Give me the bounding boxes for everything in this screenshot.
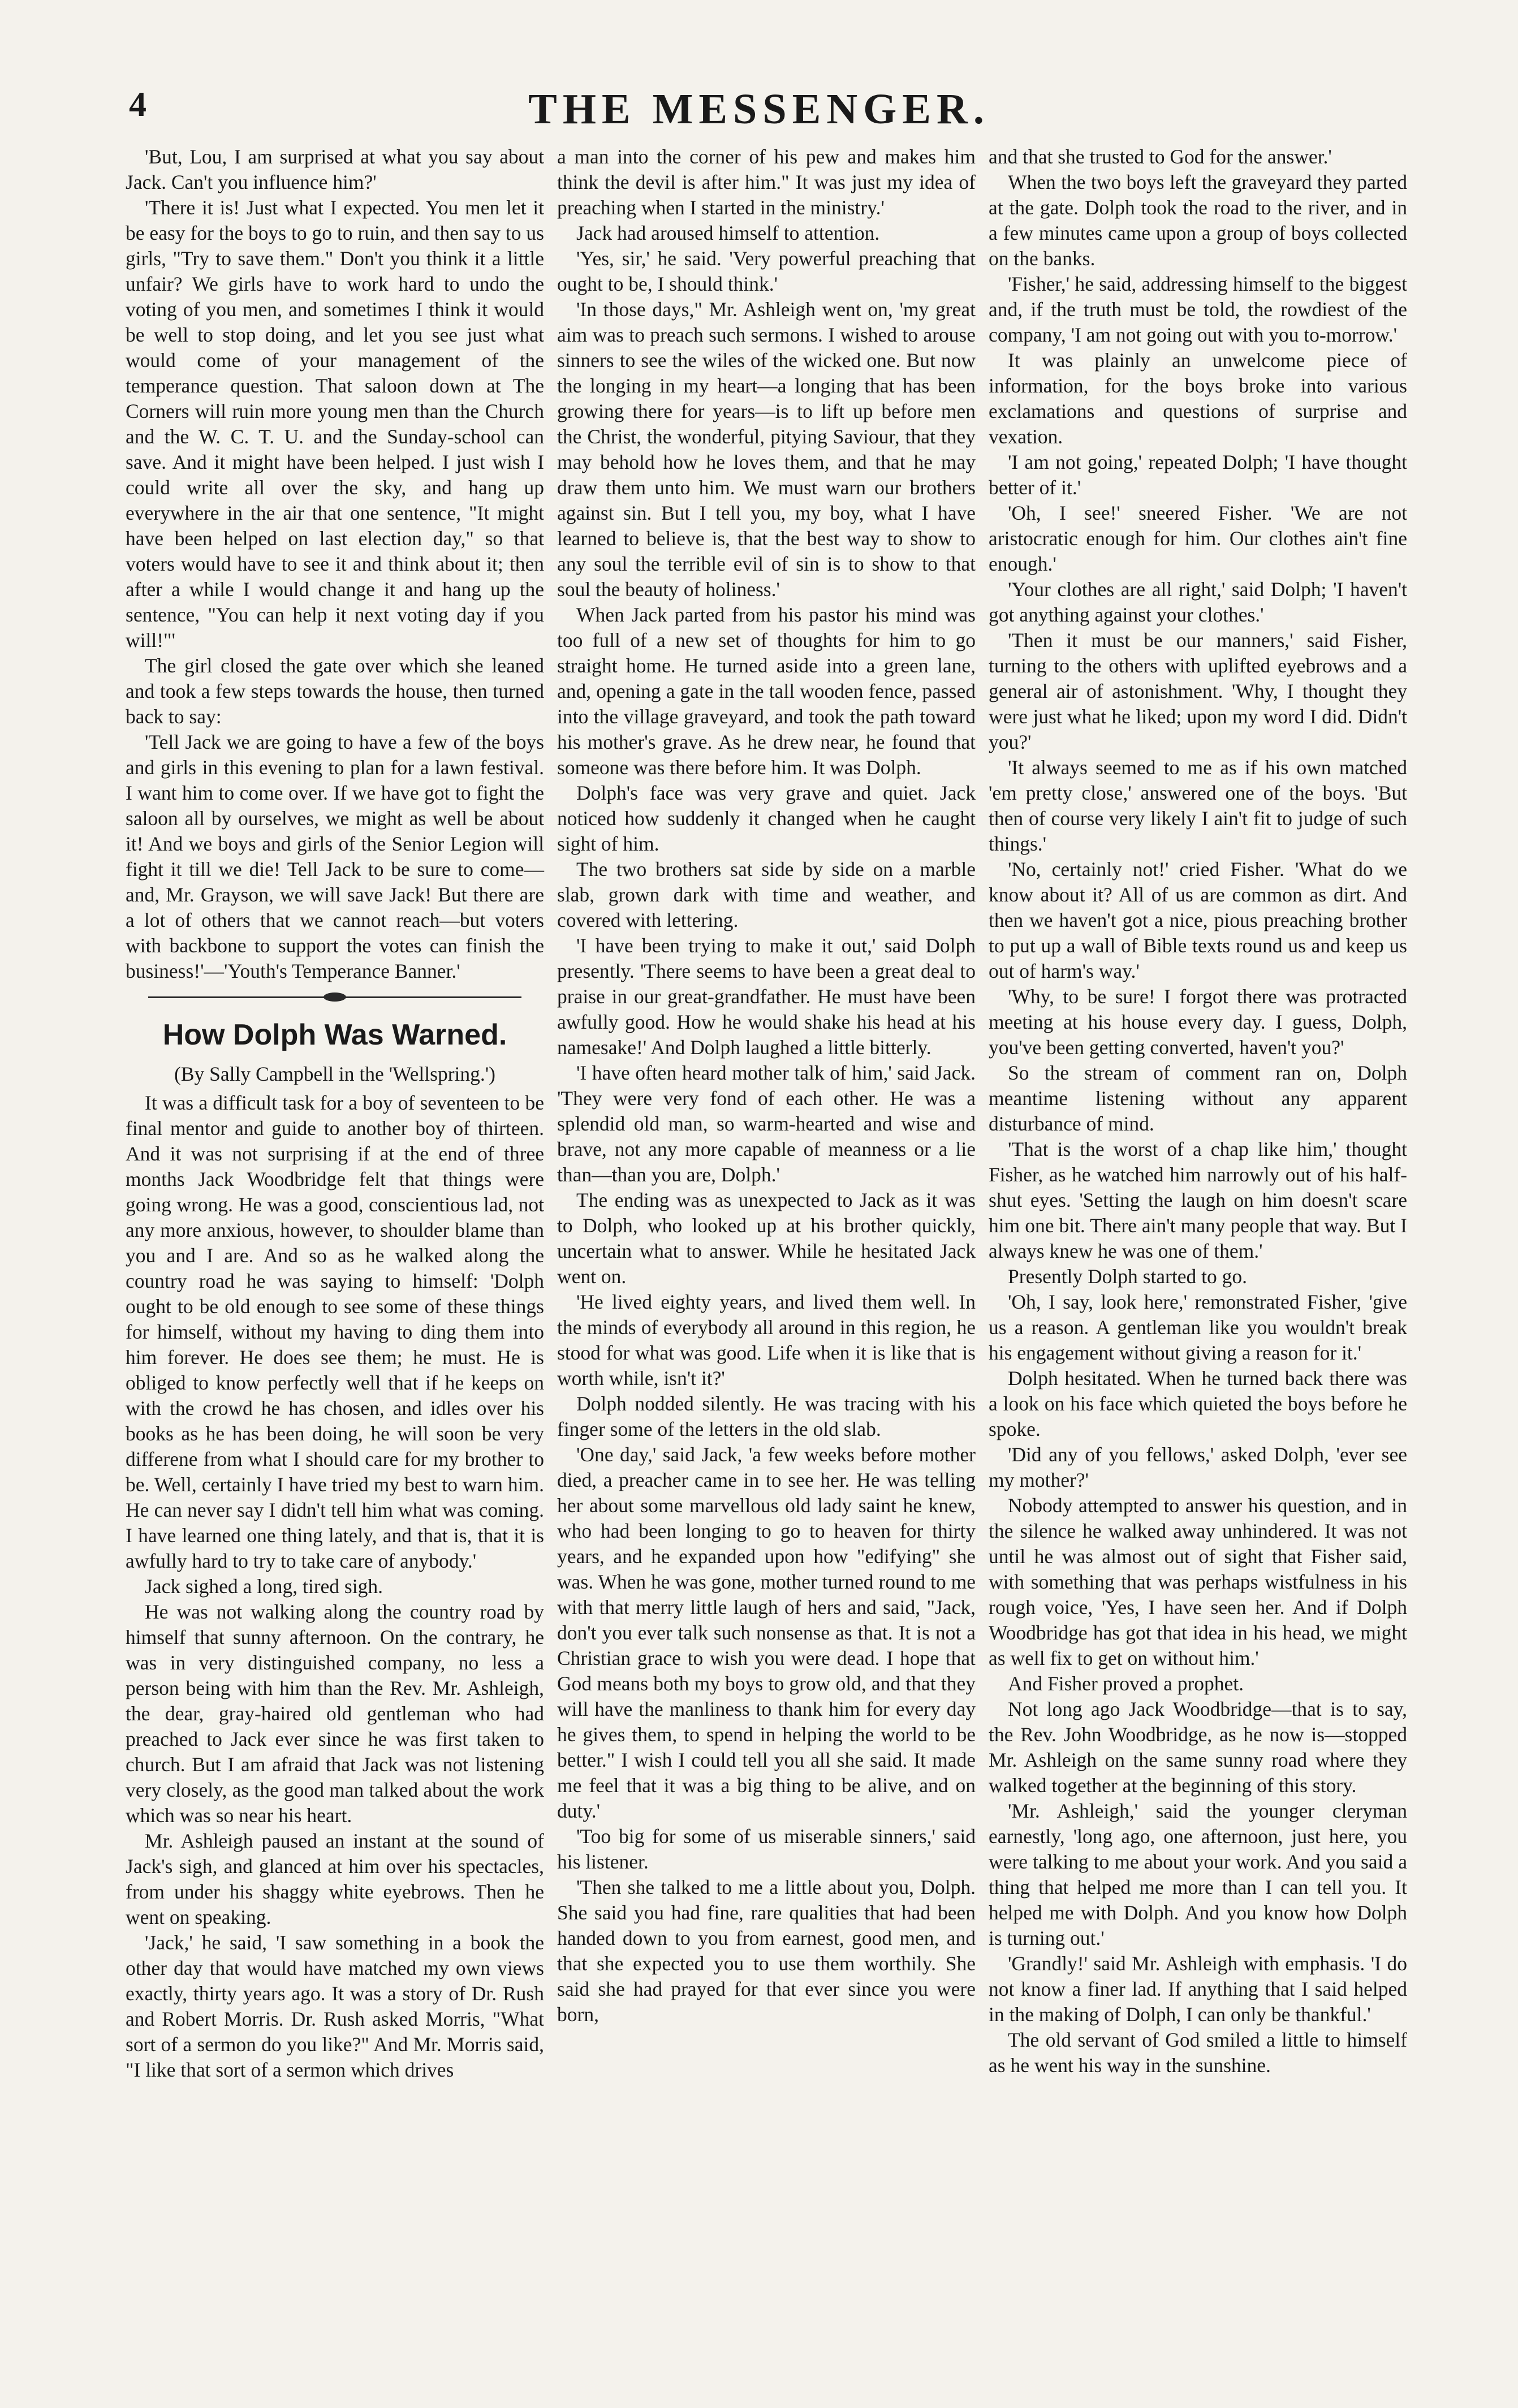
paragraph: a man into the corner of his pew and makes him think the devil is after him." It was just my idea of preaching when I started in the ministry.'	[557, 145, 976, 219]
paragraph: When Jack parted from his pastor his mind was too full of a new set of thoughts for him to go straight home. He turned aside into a green lane, and, opening a gate in the tall wooden fence, passed into the village graveyard, and took the path toward his mother's grave. As he drew near, he found that someone was there before him. It was Dolph.	[557, 603, 976, 779]
paragraph: Dolph hesitated. When he turned back there was a look on his face which quieted the boys before he spoke.	[989, 1367, 1407, 1440]
paragraph: 'Too big for some of us miserable sinners,' said his listener.	[557, 1825, 976, 1873]
paragraph: 'Oh, I say, look here,' remonstrated Fisher, 'give us a reason. A gentleman like you wouldn't break his engagement without giving a reason for it.'	[989, 1291, 1407, 1364]
paragraph: 'Jack,' he said, 'I saw something in a book the other day that would have matched my own views exactly, thirty years ago. It was a story of Dr. Rush and Robert Morris. Dr. Rush asked Morris, "What sort of a sermon do you like?" And Mr. Morris said, "I like that sort of a sermon which drives	[126, 1931, 544, 2081]
article-headline: How Dolph Was Warned.	[162, 1019, 507, 1051]
paragraph: Nobody attempted to answer his question, and in the silence he walked away unhindered. It was not until he was almost out of sight that Fisher said, with something that was perhaps wistfulness in his rough voice, 'Yes, I have seen her. And if Dolph Woodbridge has got that idea in his head, we might as well fix to get on without him.'	[989, 1494, 1407, 1669]
masthead-title: THE MESSENGER.	[528, 85, 990, 133]
column-3	[989, 144, 1407, 2398]
paragraph: Dolph's face was very grave and quiet. Jack noticed how suddenly it changed when he caught sight of him.	[557, 782, 976, 855]
paragraph: The old servant of God smiled a little to himself as he went his way in the sunshine.	[989, 2029, 1407, 2077]
paragraph: Jack had aroused himself to attention.	[576, 222, 880, 244]
article-byline: (By Sally Campbell in the 'Wellspring.')	[174, 1063, 495, 1085]
paragraph: 'Mr. Ashleigh,' said the younger cleryman earnestly, 'long ago, one afternoon, just here, you were talking to me about your work. And you said a thing that helped me more than I can tell you. It helped me with Dolph. And you know how Dolph is turning out.'	[989, 1799, 1407, 1949]
paragraph: 'It always seemed to me as if his own matched 'em pretty close,' answered one of the boys. 'But then of course very likely I ain't fit to judge of such things.'	[989, 756, 1407, 855]
paragraph: 'Tell Jack we are going to have a few of the boys and girls in this evening to plan for a lawn festival. I want him to come over. If we have got to fight the saloon all by ourselves, we might as well be about it! And we boys and girls of the Senior Legion will fight it till we die! Tell Jack to be sure to come—and, Mr. Grayson, we will save Jack! But there are a lot of others that we cannot reach—but voters with backbone to support the votes can finish the business!'—'Youth's Temperance Banner.'	[126, 731, 544, 982]
paragraph: 'He lived eighty years, and lived them well. In the minds of everybody all around in this region, he stood for what was good. Life when it is like that is worth while, isn't it?'	[557, 1291, 976, 1389]
column-1	[126, 144, 544, 2398]
section-divider	[148, 996, 521, 998]
paragraph: Jack sighed a long, tired sigh.	[145, 1575, 383, 1598]
paragraph: and that she trusted to God for the answer.'	[989, 145, 1332, 168]
paragraph: 'There it is! Just what I expected. You men let it be easy for the boys to go to ruin, and then say to us girls, "Try to save them." Don't you think it a little unfair? We girls have to work hard to undo the voting of you men, and sometimes I think it would be well to stop doing, and let you see just what would come of your management of the temperance question. That saloon down at The Corners will ruin more young men than the Church and the W. C. T. U. and the Sunday-school can save. And it might have been helped. I just wish I could write all over the sky, and hang up everywhere in the air that one sentence, "It might have been helped on last election day," so that voters would have to see it and think about it; then after a while I would change it and hang up the sentence, "You can help it next voting day if you will!"'	[126, 196, 544, 651]
paragraph: The girl closed the gate over which she leaned and took a few steps towards the house, then turned back to say:	[126, 654, 544, 728]
paragraph: Not long ago Jack Woodbridge—that is to say, the Rev. John Woodbridge, as he now is—stopped Mr. Ashleigh on the same sunny road where they walked together at the beginning of this story.	[989, 1698, 1407, 1797]
paragraph: Mr. Ashleigh paused an instant at the sound of Jack's sigh, and glanced at him over his spectacles, from under his shaggy white eyebrows. Then he went on speaking.	[126, 1829, 544, 1928]
paragraph: When the two boys left the graveyard they parted at the gate. Dolph took the road to the river, and in a few minutes came upon a group of boys collected on the banks.	[989, 171, 1407, 270]
paragraph: 'Did any of you fellows,' asked Dolph, 'ever see my mother?'	[989, 1443, 1407, 1491]
paragraph: The ending was as unexpected to Jack as it was to Dolph, who looked up at his brother quickly, uncertain what to answer. While he hesitated Jack went on.	[557, 1189, 976, 1288]
paragraph: 'I have often heard mother talk of him,' said Jack. 'They were very fond of each other. He was a splendid old man, so warm-hearted and wise and brave, not any more capable of meanness or a lie than—than you are, Dolph.'	[557, 1061, 976, 1186]
paragraph: 'But, Lou, I am surprised at what you say about Jack. Can't you influence him?'	[126, 145, 544, 193]
paragraph: It was plainly an unwelcome piece of information, for the boys broke into various exclamations and questions of surprise and vexation.	[989, 349, 1407, 448]
paragraph: And Fisher proved a prophet.	[1008, 1672, 1244, 1695]
paragraph: Dolph nodded silently. He was tracing with his finger some of the letters in the old slab.	[557, 1392, 976, 1440]
paragraph: 'Then she talked to me a little about you, Dolph. She said you had fine, rare qualities that had been handed down to you from earnest, good men, and that she expected you to use them worthily. She said she had prayed for that ever since you were born,	[557, 1876, 976, 2026]
paragraph: 'I am not going,' repeated Dolph; 'I have thought better of it.'	[989, 451, 1407, 499]
paragraph: 'Oh, I see!' sneered Fisher. 'We are not aristocratic enough for him. Our clothes ain't fine enough.'	[989, 502, 1407, 575]
paragraph: It was a difficult task for a boy of seventeen to be final mentor and guide to another boy of thirteen. And it was not surprising if at the end of three months Jack Woodbridge felt that things were going wrong. He was a good, conscientious lad, not any more anxious, however, to shoulder blame than you and I are. And so as he walked along the country road he was saying to himself: 'Dolph ought to be old enough to see some of these things for himself, without my having to ding them into him forever. He does see them; he must. He is obliged to know perfectly well that if he keeps on with the crowd he has chosen, and idles over his books as he has been doing, he will soon be very differene from what I should care for my brother to be. Well, certainly I have tried my best to warn him. He can never say I didn't tell him what was coming. I have learned one thing lately, and that is, that it is awfully hard to try to take care of anybody.'	[126, 1091, 544, 1572]
paragraph: The two brothers sat side by side on a marble slab, grown dark with time and weather, and covered with lettering.	[557, 858, 976, 931]
paragraph: 'Your clothes are all right,' said Dolph; 'I haven't got anything against your clothes.'	[989, 578, 1407, 626]
paragraph: 'Why, to be sure! I forgot there was protracted meeting at his house every day. I guess, Dolph, you've been getting converted, haven't you?'	[989, 985, 1407, 1059]
paragraph: Presently Dolph started to go.	[1008, 1265, 1247, 1288]
paragraph: 'In those days," Mr. Ashleigh went on, 'my great aim was to preach such sermons. I wished to arouse sinners to see the wiles of the wicked one. But now the longing in my heart—a longing that has been growing there for years—is to lift up before men the Christ, the wonderful, pitying Saviour, that they may behold how he loves them, and that he may draw them unto him. We must warn our brothers against sin. But I tell you, my boy, what I have learned to believe is, that the best way to show to any soul the terrible evil of sin is to show to that soul the beauty of holiness.'	[557, 298, 976, 601]
page-number: 4	[129, 85, 146, 124]
paragraph: 'One day,' said Jack, 'a few weeks before mother died, a preacher came in to see her. He was telling her about some marvellous old lady saint he knew, who had been longing to go to heaven for thirty years, and he expanded upon how "edifying" she was. When he was gone, mother turned round to me with that merry little laugh of hers and said, "Jack, don't you ever talk such nonsense as that. It is not a Christian grace to wish you were dead. I hope that God means both my boys to grow old, and that they will have the manliness to thank him for every day he gives them, to spend in helping the world to be better." I wish I could tell you all she said. It made me feel that it was a big thing to be alive, and on duty.'	[557, 1443, 976, 1822]
paragraph: 'Yes, sir,' he said. 'Very powerful preaching that ought to be, I should think.'	[557, 247, 976, 295]
column-2	[557, 144, 976, 2398]
paragraph: 'Grandly!' said Mr. Ashleigh with emphasis. 'I do not know a finer lad. If anything that I said helped in the making of Dolph, I can only be thankful.'	[989, 1952, 1407, 2026]
paragraph: So the stream of comment ran on, Dolph meantime listening without any apparent disturbance of mind.	[989, 1061, 1407, 1135]
paragraph: 'No, certainly not!' cried Fisher. 'What do we know about it? All of us are common as dirt. And then we haven't got a nice, pious preaching brother to put up a wall of Bible texts round us and keep us out of harm's way.'	[989, 858, 1407, 982]
paragraph: 'That is the worst of a chap like him,' thought Fisher, as he watched him narrowly out of his half-shut eyes. 'Setting the laugh on him doesn't scare him one bit. There ain't many people that way. But I always knew he was one of them.'	[989, 1138, 1407, 1262]
paragraph: He was not walking along the country road by himself that sunny afternoon. On the contrary, he was in very distinguished company, no less a person being with him than the Rev. Mr. Ashleigh, the dear, gray-haired old gentleman who had preached to Jack ever since he was first taken to church. But I am afraid that Jack was not listening very closely, as the good man talked about the work which was so near his heart.	[126, 1600, 544, 1827]
paragraph: 'I have been trying to make it out,' said Dolph presently. 'There seems to have been a great deal to praise in our great-grandfather. He must have been awfully good. How he would shake his head at his namesake!' And Dolph laughed a little bitterly.	[557, 934, 976, 1059]
paragraph: 'Fisher,' he said, addressing himself to the biggest and, if the truth must be told, the rowdiest of the company, 'I am not going out with you to-morrow.'	[989, 273, 1407, 346]
paragraph: 'Then it must be our manners,' said Fisher, turning to the others with uplifted eyebrows and a general air of astonishment. 'Why, I thought they were just what he liked; upon my word I did. Didn't you?'	[989, 629, 1407, 753]
